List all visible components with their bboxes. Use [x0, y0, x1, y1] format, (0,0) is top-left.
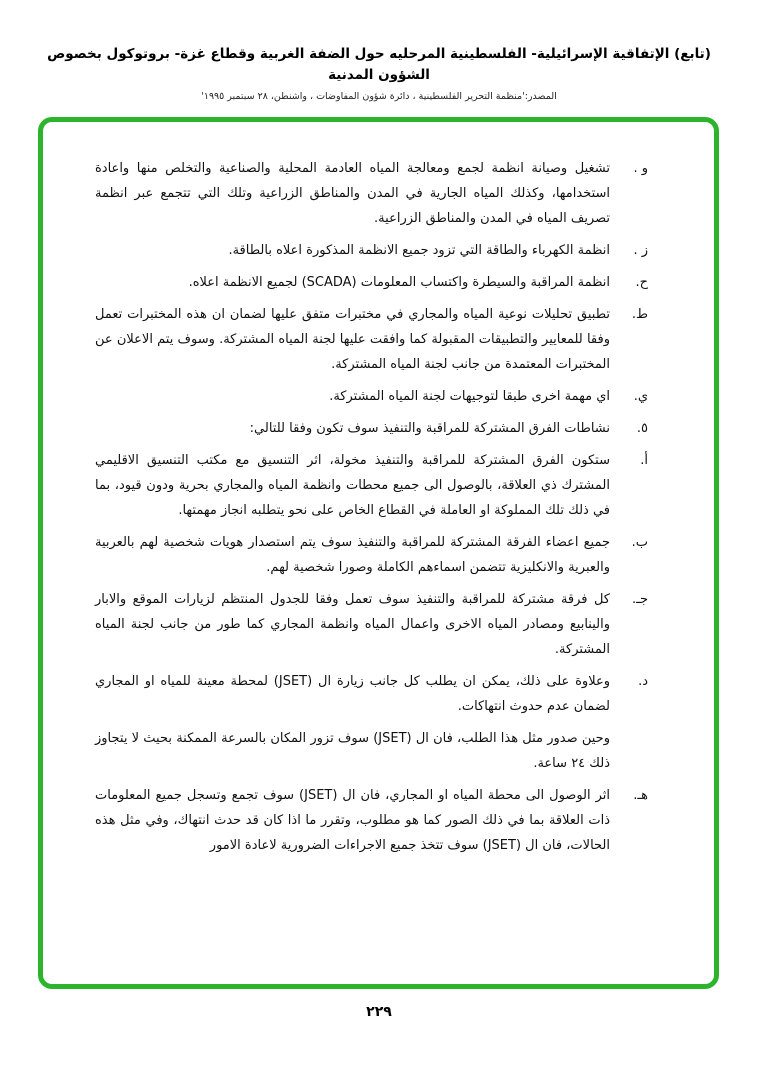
list-item-text: ستكون الفرق المشتركة للمراقبة والتنفيذ مخولة، اثر التنسيق مع مكتب التنسيق الاقليمي المشترك ذي العلاقة، بالوصول الى جميع محطات وانظمة المياه والمجاري بحرية ودون قيود، بما في ذلك تلك المملوكة او العاملة في القطاع الخاص على نحو يتطلبه انجاز مهمتها. — [95, 453, 610, 518]
list-item-text: وحين صدور مثل هذا الطلب، فان ال (JSET) سوف تزور المكان بالسرعة الممكنة بحيث لا يتجاوز ذلك ٢٤ ساعة. — [95, 731, 610, 771]
list-item-text: وعلاوة على ذلك، يمكن ان يطلب كل جانب زيارة ال (JSET) لمحطة معينة للمياه او المجاري لضمان عدم حدوث انتهاكات. — [95, 674, 610, 714]
list-item — [95, 448, 648, 523]
list-item — [95, 530, 648, 580]
list-item-marker: ط. — [631, 307, 648, 322]
list-item-marker: ي. — [633, 389, 648, 404]
list-item-text: انظمة الكهرباء والطاقة التي تزود جميع الانظمة المذكورة اعلاه بالطاقة. — [228, 243, 610, 258]
list-item-text: اثر الوصول الى محطة المياه او المجاري، فان ال (JSET) سوف تجمع وتسجل جميع المعلومات ذات العلاقة بما في ذلك الصور كما هو مطلوب، وتقرر ما اذا كان قد حدث انتهاك، وفي مثل هذه الحالات، فان ال (JSET) سوف تتخذ جميع الاجراءات الضرورية لاعادة الامور — [95, 788, 611, 853]
content-box — [38, 117, 719, 989]
list-item-marker: ب. — [631, 535, 648, 550]
list-item-continuation — [95, 726, 648, 776]
list-item-text: انظمة المراقبة والسيطرة واكتساب المعلومات (SCADA) لجميع الانظمة اعلاه. — [188, 275, 610, 290]
document-header — [0, 0, 758, 102]
list-item — [95, 783, 648, 858]
list-item-marker: هـ. — [633, 788, 648, 803]
list-item-marker — [610, 726, 648, 776]
list-item-marker: ٥. — [636, 421, 648, 436]
list-item — [95, 587, 648, 662]
list-item — [95, 302, 648, 377]
list-item-text: كل فرقة مشتركة للمراقبة والتنفيذ سوف تعمل وفقا للجدول المنتظم لزيارات الموقع والابار والينابيع ومصادر المياه الاخرى واعمال المياه وانظمة المجاري كما طور من جانب لجنة المياه المشتركة. — [95, 592, 610, 657]
list-item-text: اي مهمة اخرى طبقا لتوجيهات لجنة المياه المشتركة. — [329, 389, 610, 404]
list-item — [95, 238, 648, 263]
list-item-marker: و . — [633, 161, 648, 176]
list-item-marker: د. — [638, 674, 648, 689]
list-item — [95, 384, 648, 409]
list-item-marker: أ. — [640, 453, 648, 468]
list-item — [95, 416, 648, 441]
list-item-text: جميع اعضاء الفرقة المشتركة للمراقبة والتنفيذ سوف يتم استصدار هويات شخصية لهم بالعربية والعبرية والانكليزية تتضمن اسماءهم الكاملة وصورا شخصية لهم. — [95, 535, 610, 575]
document-title: (تابع) الإتفاقية الإسرائيلية- الفلسطينية المرحليه حول الضفة الغربية وقطاع غزة- بروتوكول بخصوص الشؤون المدنية — [47, 46, 711, 83]
list-item — [95, 156, 648, 231]
list-item-marker: ز . — [633, 243, 648, 258]
list-item-text: تشغيل وصيانة انظمة لجمع ومعالجة المياه العادمة المحلية والصناعية والتخلص منها واعادة استخدامها، وكذلك المياه الجارية في المدن والمناطق الزراعية وتلك التي تتجمع عبر انظمة تصريف المياه في المدن والمناطق الزراعية. — [95, 161, 610, 226]
list-item-marker: ح. — [635, 275, 648, 290]
list-item — [95, 669, 648, 719]
list-item-text: نشاطات الفرق المشتركة للمراقبة والتنفيذ سوف تكون وفقا للتالي: — [249, 421, 610, 436]
list-item — [95, 270, 648, 295]
page-number: ٢٢٩ — [366, 1004, 392, 1020]
list-item-text: تطبيق تحليلات نوعية المياه والمجاري في مختبرات متفق عليها لضمان ان هذه المختبرات تعمل وفقا للمعايير والتطبيقات المقبولة كما وافقت عليها لجنة المياه المشتركة. وسوف يتم الاعلان عن المختبرات المعتمدة من جانب لجنة المياه المشتركة. — [95, 307, 610, 372]
list-item-marker: جـ. — [632, 592, 648, 607]
document-source-line: المصدر:'منظمة التحرير الفلسطينية ، دائرة شؤون المفاوضات ، واشنطن، ٢٨ سبتمبر ١٩٩٥' — [201, 90, 557, 102]
